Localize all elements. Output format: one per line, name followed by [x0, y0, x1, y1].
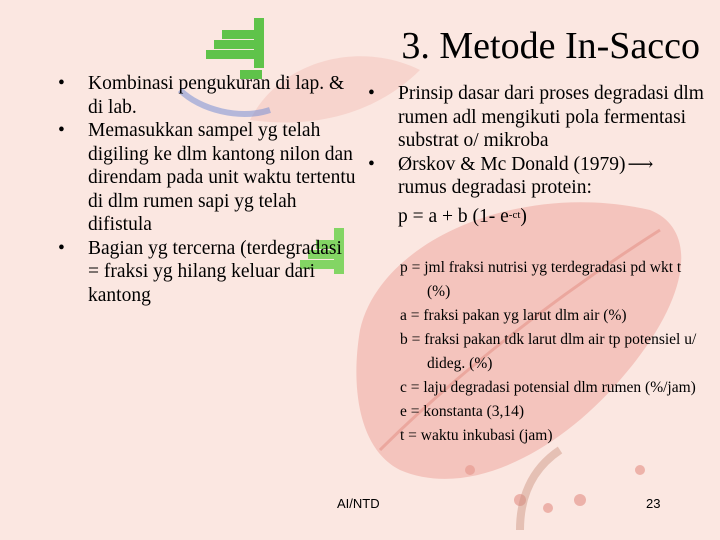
right-bullet-list — [368, 82, 708, 232]
footer-author: AI/NTD — [337, 496, 380, 511]
definition-c: c = laju degradasi potensial dlm rumen (%/jam) — [400, 379, 696, 396]
definition-p: p = jml fraksi nutrisi yg terdegradasi pd wkt t (%) — [400, 259, 682, 300]
definition-b: b = fraksi pakan tdk larut dlm air tp potensiel u/ dideg. (%) — [400, 331, 697, 372]
pink-dot-decoration — [465, 465, 645, 513]
definition-t: t = waktu inkubasi (jam) — [400, 427, 553, 444]
right-bullet-2 — [368, 153, 708, 200]
page-number: 23 — [646, 496, 661, 511]
right-bullet-2-text: Ørskov & Mc Donald (1979) — [398, 153, 626, 175]
formula-close: ) — [520, 205, 527, 227]
right-bullet-1: • Prinsip dasar dari proses degradasi dlm rumen adl mengikuti pola fermentasi substrat o/ mikroba — [368, 82, 708, 153]
formula-definitions — [400, 256, 700, 448]
formula-exponent: -ct — [508, 208, 521, 221]
left-bullet-list — [56, 72, 356, 307]
degradation-formula — [368, 202, 708, 232]
left-bullet-1: • Kombinasi pengukuran di lap. & di lab. — [56, 72, 356, 119]
formula-main: p = a + b (1- e — [398, 205, 509, 227]
slide-title: 3. Metode In-Sacco — [401, 25, 700, 67]
left-bullet-2: • Memasukkan sampel yg telah digiling ke dlm kantong nilon dan direndam pada unit waktu tertentu di dlm rumen sapi yg telah difistula — [56, 119, 356, 237]
definition-a: a = fraksi pakan yg larut dlm air (%) — [400, 307, 627, 324]
bottom-stem-shape — [520, 450, 560, 530]
right-arrow-icon: ⟶ — [627, 153, 654, 174]
left-bullet-3: • Bagian yg tercerna (terdegradasi = fraksi yg hilang keluar dari kantong — [56, 237, 356, 308]
definition-e: e = konstanta (3,14) — [400, 403, 525, 420]
right-bullet-2-continuation: rumus degradasi protein: — [398, 177, 592, 198]
green-pixel-decoration — [206, 18, 264, 79]
